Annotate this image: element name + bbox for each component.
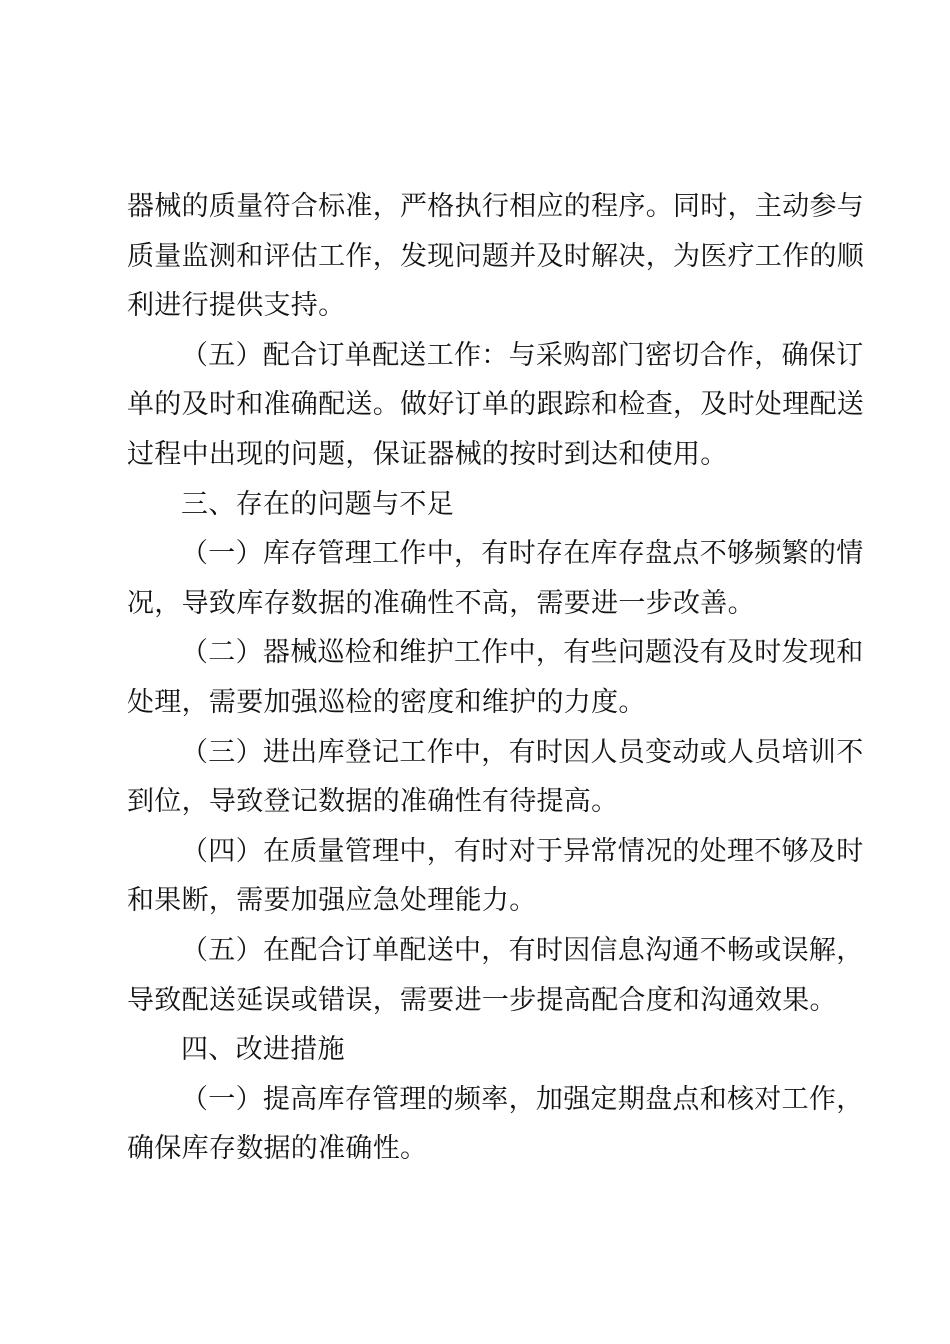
text-line: 处理，需要加强巡检的密度和维护的力度。: [127, 686, 646, 718]
text-line: 利进行提供支持。: [127, 290, 346, 322]
section-heading: 四、改进措施: [181, 1034, 345, 1066]
text-line: （二）器械巡检和维护工作中，有些问题没有及时发现和: [181, 637, 864, 669]
text-line: 过程中出现的问题，保证器械的按时到达和使用。: [127, 438, 728, 470]
text-line: 导致配送延误或错误，需要进一步提高配合度和沟通效果。: [127, 984, 837, 1016]
text-line: （四）在质量管理中，有时对于异常情况的处理不够及时: [181, 835, 864, 867]
text-line: （五）配合订单配送工作：与采购部门密切合作，确保订: [181, 339, 864, 371]
text-line: 单的及时和准确配送。做好订单的跟踪和检查，及时处理配送: [127, 389, 865, 421]
text-line: （三）进出库登记工作中，有时因人员变动或人员培训不: [181, 736, 864, 768]
text-line: 到位，导致登记数据的准确性有待提高。: [127, 786, 619, 818]
text-line: 器械的质量符合标准，严格执行相应的程序。同时，主动参与: [127, 191, 865, 222]
text-line: （五）在配合订单配送中，有时因信息沟通不畅或误解，: [181, 934, 864, 966]
section-heading: 三、存在的问题与不足: [181, 488, 454, 520]
document-body: [127, 182, 865, 1174]
text-line: 质量监测和评估工作，发现问题并及时解决，为医疗工作的顺: [127, 240, 865, 272]
text-line: 确保库存数据的准确性。: [127, 1133, 428, 1165]
text-line: （一）库存管理工作中，有时存在库存盘点不够频繁的情: [181, 538, 864, 570]
text-line: 况，导致库存数据的准确性不高，需要进一步改善。: [127, 587, 755, 619]
text-line: 和果断，需要加强应急处理能力。: [127, 885, 537, 917]
text-line: （一）提高库存管理的频率，加强定期盘点和核对工作，: [181, 1083, 864, 1115]
